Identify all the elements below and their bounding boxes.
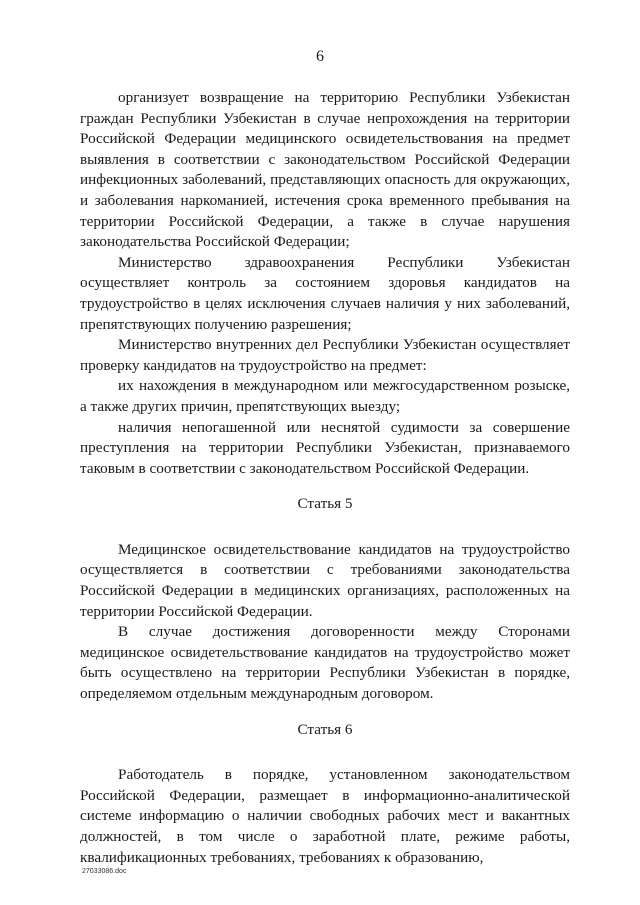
paragraph: их нахождения в международном или межгосударственном розыске, а также других причин, препятствующих выезду;: [80, 377, 570, 415]
paragraph: Работодатель в порядке, установленном законодательством Российской Федерации, размещает в информационно-аналитической системе информацию о наличии свободных рабочих мест и вакантных должностей, в том числе о заработной плате, режиме работы, квалификационных требованиях, требованиях к образованию,: [80, 766, 570, 866]
paragraph: В случае достижения договоренности между Сторонами медицинское освидетельствование кандидатов на трудоустройство может быть осуществлено на территории Республики Узбекистан в порядке, определяемом отдельным международным договором.: [80, 623, 570, 703]
paragraph: организует возвращение на территорию Республики Узбекистан граждан Республики Узбекистан в случае непрохождения на территории Российской Федерации медицинского освидетельствования на предмет выявления в соответствии с законодательством Российской Федерации инфекционных заболеваний, представляющих опасность для окружающих, и заболевания наркоманией, истечения срока временного пребывания на территории Российской Федерации, а также в случае нарушения законодательства Российской Федерации;: [80, 89, 570, 251]
footer-file-code: 27033086.doc: [82, 868, 127, 875]
page-number: 6: [316, 48, 324, 65]
paragraph: Медицинское освидетельствование кандидатов на трудоустройство осуществляется в соответствии с требованиями законодательства Российской Федерации в медицинских организациях, расположенных на территории Российской Федерации.: [80, 540, 570, 620]
paragraph: Министерство внутренних дел Республики Узбекистан осуществляет проверку кандидатов на трудоустройство на предмет:: [80, 336, 570, 374]
article-5-heading: Статья 5: [297, 495, 353, 513]
paragraph: Министерство здравоохранения Республики Узбекистан осуществляет контроль за состоянием здоровья кандидатов на трудоустройство в целях исключения случаев наличия у них заболеваний, препятствующих получению разрешения;: [80, 253, 570, 333]
article-6-heading: Статья 6: [297, 720, 353, 738]
document-body: [80, 88, 570, 868]
paragraph: наличия непогашенной или неснятой судимости за совершение преступления на территории Республики Узбекистан, признаваемого таковым в соответствии с законодательством Российской Федерации.: [80, 418, 570, 477]
